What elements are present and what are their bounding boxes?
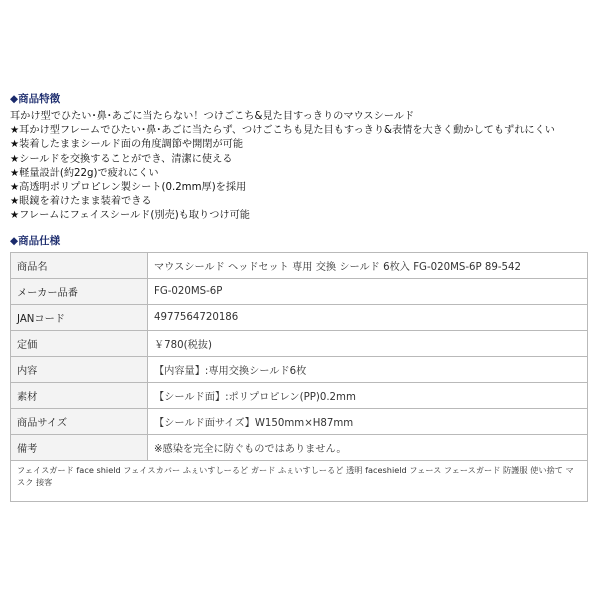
- spec-label: JANコード: [11, 304, 148, 330]
- spec-heading: ◆商品仕様: [10, 234, 61, 247]
- table-row: [11, 460, 588, 501]
- spec-value: ※感染を完全に防ぐものではありません。: [148, 434, 588, 460]
- product-description: [10, 92, 588, 502]
- feature-line: ★軽量設計(約22g)で疲れにくい: [10, 167, 159, 179]
- spec-label: 定価: [11, 330, 148, 356]
- feature-line: ★フレームにフェイスシールド(別売)も取りつけ可能: [10, 210, 250, 222]
- table-row: [11, 434, 588, 460]
- table-row: [11, 252, 588, 278]
- table-row: [11, 382, 588, 408]
- feature-line: ★眼鏡を着けたまま装着できる: [10, 196, 152, 208]
- feature-line: ★高透明ポリプロピレン製シート(0.2mm厚)を採用: [10, 181, 247, 193]
- table-row: [11, 304, 588, 330]
- spec-label: 備考: [11, 434, 148, 460]
- spec-label: 素材: [11, 382, 148, 408]
- spec-value: 【内容量】:専用交換シールド6枚: [148, 356, 588, 382]
- features-heading: ◆商品特徴: [10, 93, 61, 105]
- spec-value: 4977564720186: [148, 304, 588, 330]
- feature-line: 耳かけ型でひたい･鼻･あごに当たらない！つけごこち&見た目すっきりのマウスシールド: [10, 111, 415, 122]
- table-row: [11, 278, 588, 304]
- features-list: [10, 110, 588, 224]
- spec-value: FG-020MS-6P: [148, 278, 588, 304]
- table-row: [11, 330, 588, 356]
- table-row: [11, 356, 588, 382]
- spec-value: ￥780(税抜): [148, 330, 588, 356]
- table-row: [11, 408, 588, 434]
- spec-label: 商品サイズ: [11, 408, 148, 434]
- feature-line: ★シールドを交換することができ、清潔に使える: [10, 153, 233, 165]
- spec-label: 商品名: [11, 252, 148, 278]
- spec-table: [10, 252, 588, 502]
- spec-label: メーカー品番: [11, 278, 148, 304]
- feature-line: ★装着したままシールド面の角度調節や開閉が可能: [10, 139, 244, 151]
- spec-label: 内容: [11, 356, 148, 382]
- feature-line: ★耳かけ型フレームでひたい･鼻･あごに当たらず、つけごこちも見た目もすっきり&表情を大きく動かしてもずれにくい: [10, 125, 555, 137]
- keywords-cell: フェイスガード face shield フェイスカバー ふぇいすしーるど ガード ふぇいすしーるど 透明 faceshield フェース フェースガード 防護服 使い捨て マスク 接客: [11, 460, 588, 501]
- spec-value: 【シールド面】:ポリプロピレン(PP)0.2mm: [148, 382, 588, 408]
- spec-value: マウスシールド ヘッドセット 専用 交換 シールド 6枚入 FG-020MS-6P 89-542: [148, 252, 588, 278]
- spec-value: 【シールド面サイズ】W150mm×H87mm: [148, 408, 588, 434]
